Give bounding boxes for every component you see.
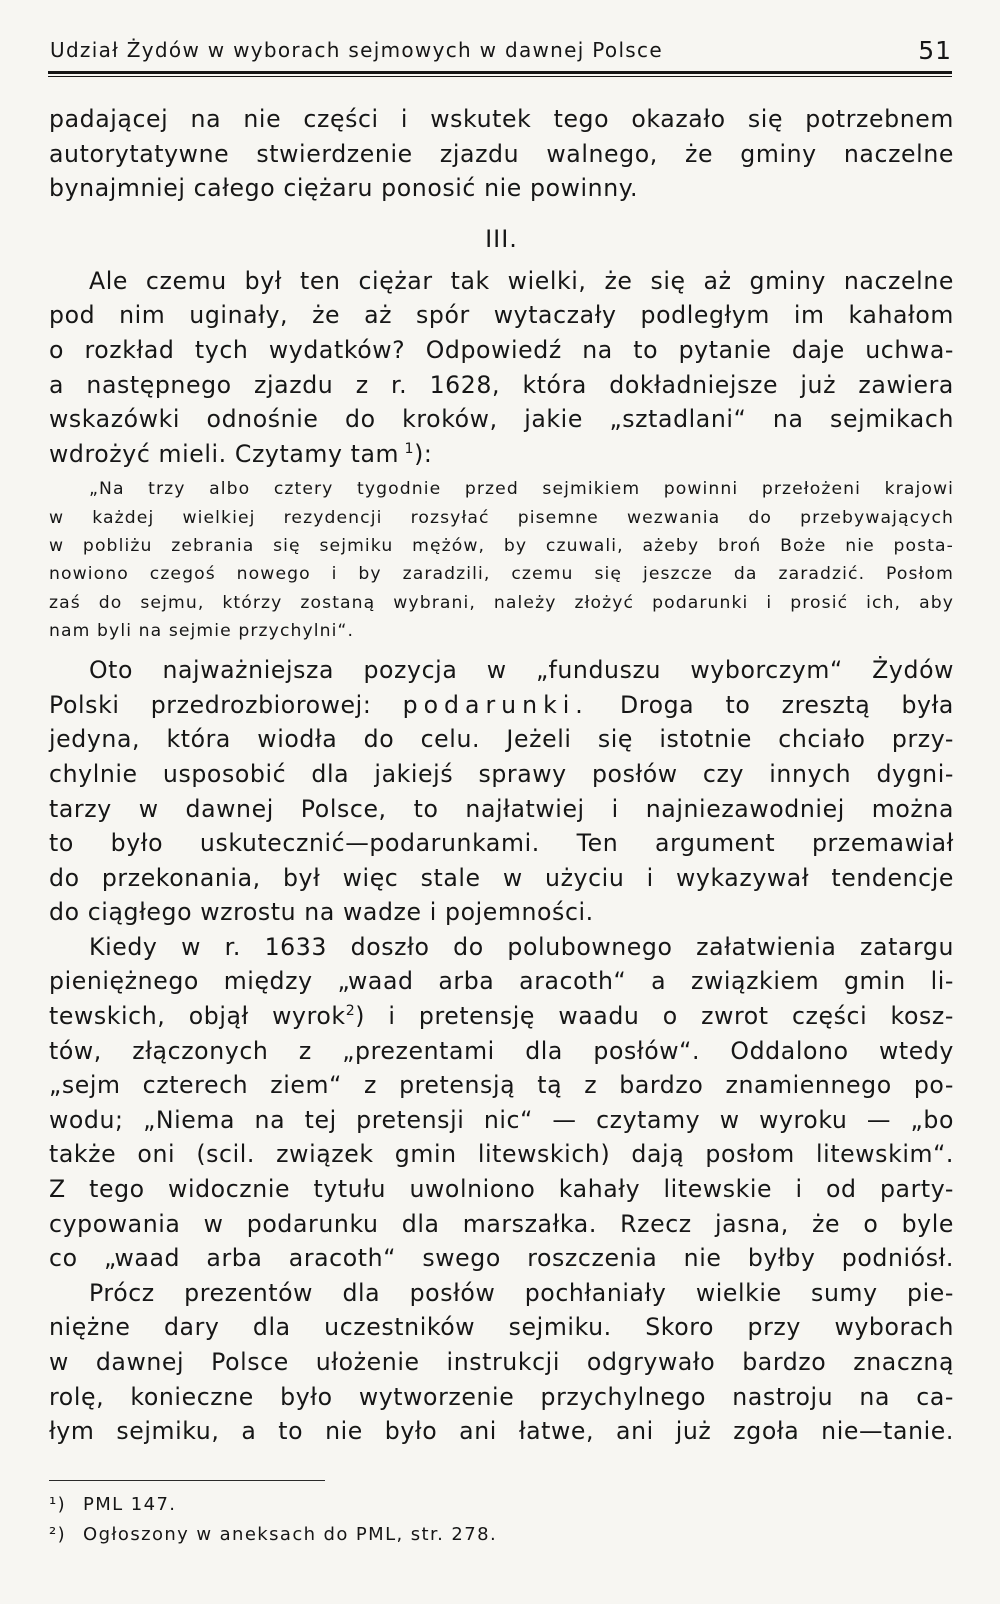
text-line: cypowania w podarunku dla marszałka. Rzecz jasna, że o byle: [49, 1209, 954, 1238]
running-head: [48, 34, 952, 70]
block-quote: [49, 471, 954, 653]
text-line: także oni (scil. związek gmin litewskich) dają posłom litewskim“.: [49, 1140, 954, 1169]
text-line: w dawnej Polsce ułożenie instrukcji odgrywało bardzo znaczną: [49, 1348, 954, 1376]
text-fragment: ):: [414, 439, 433, 468]
text-line: co „waad arba aracoth“ swego roszczenia nie byłby podniósł.: [49, 1244, 954, 1273]
footnote: [49, 1520, 949, 1550]
footnote: [49, 1490, 949, 1520]
text-line: [49, 688, 954, 723]
footnotes: [49, 1490, 949, 1550]
footnote-text: PML 147.: [83, 1494, 177, 1515]
paragraph: [49, 930, 954, 1276]
text-line: chylnie usposobić dla jakiejś sprawy posłów czy innych dygni-: [49, 759, 954, 788]
quote-line: „Na trzy albo cztery tygodnie przed sejmikiem powinni przełożeni krajowi: [89, 479, 954, 500]
paragraph: [49, 264, 954, 472]
footnote-rule: [49, 1480, 325, 1481]
text-line: autorytatywne stwierdzenie zjazdu walnego, że gminy naczelne: [49, 139, 954, 168]
text-line: pieniężnego między „waad arba aracoth“ a związkiem gmin li-: [49, 967, 954, 996]
quote-line: w każdej wielkiej rezydencji rozsyłać pisemne wezwania do przebywających: [49, 507, 954, 528]
quote-line: nowiono czegoś nowego i by zaradzili, czemu się jeszcze da zaradzić. Posłom: [49, 564, 954, 585]
text-line: pod nim uginały, że aż spór wytaczały podległym im kahałom: [49, 301, 954, 330]
text-line: [49, 999, 954, 1034]
footnote-mark: ¹): [49, 1494, 67, 1515]
paragraph-continuation: [49, 102, 954, 206]
header-rule: [48, 71, 952, 77]
text-line: wodu; „Niema na tej pretensji nic“ — czytamy w wyroku — „bo: [49, 1105, 954, 1134]
text-line: „sejm czterech ziem“ z pretensją tą z bardzo znamiennego po-: [49, 1071, 954, 1100]
text-line: tów, złączonych z „prezentami dla posłów“. Oddalono wtedy: [49, 1036, 954, 1065]
paragraph: [49, 1276, 954, 1449]
quote-line: nam byli na sejmie przychylni“.: [49, 620, 355, 641]
text-fragment: tewskich, objął wyrok: [49, 1002, 346, 1031]
text-line: a następnego zjazdu z r. 1628, która dokładniejsze już zawiera: [49, 370, 954, 399]
text-line: rolę, konieczne było wytworzenie przychylnego nastroju na ca-: [49, 1382, 954, 1411]
text-line: Kiedy w r. 1633 doszło do polubownego załatwienia zatargu: [89, 932, 954, 961]
text-fragment: Droga to zresztą była: [620, 690, 954, 719]
text-fragment: Polski przedrozbiorowej:: [49, 690, 372, 719]
text-line: Ale czemu był ten ciężar tak wielki, że się aż gminy naczelne: [89, 266, 954, 295]
emphasized-word: podarunki.: [402, 690, 589, 719]
page-number: 51: [918, 36, 952, 65]
text-line: [49, 437, 954, 472]
text-line: wskazówki odnośnie do kroków, jakie „sztadlani“ na sejmikach: [49, 405, 954, 434]
footnote-text: Ogłoszony w aneksach do PML, str. 278.: [83, 1524, 498, 1545]
text-line: do przekonania, był więc stale w użyciu i wykazywał tendencje: [49, 863, 954, 892]
text-line: Prócz prezentów dla posłów pochłaniały wielkie sumy pie-: [89, 1278, 954, 1307]
text-line: jedyna, która wiodła do celu. Jeżeli się istotnie chciało przy-: [49, 725, 954, 754]
quote-line: zaś do sejmu, którzy zostaną wybrani, należy złożyć podarunki i prosić ich, aby: [49, 592, 954, 613]
section-heading: III.: [485, 224, 518, 253]
footnote-reference: 2: [345, 1003, 356, 1020]
running-title: Udział Żydów w wyborach sejmowych w dawnej Polsce: [50, 38, 663, 62]
text-line: do ciągłego wzrostu na wadze i pojemności.: [49, 898, 594, 927]
text-fragment: wdrożyć mieli. Czytamy tam: [49, 439, 400, 468]
text-line: to było uskutecznić—podarunkami. Ten argument przemawiał: [49, 829, 954, 858]
text-line: padającej na nie części i wskutek tego okazało się potrzebnem: [49, 105, 954, 133]
text-fragment: ) i pretensję waadu o zwrot części kosz-: [355, 1002, 954, 1031]
footnote-reference: 1: [404, 440, 415, 457]
quote-line: w pobliżu zebrania się sejmiku mężów, by czuwali, ażeby broń Boże nie posta-: [49, 535, 954, 556]
text-line: łym sejmiku, a to nie było ani łatwe, ani już zgoła nie—tanie.: [49, 1417, 954, 1446]
paragraph: [49, 653, 954, 930]
text-line: bynajmniej całego ciężaru ponosić nie powinny.: [49, 174, 639, 203]
text-line: o rozkład tych wydatków? Odpowiedź na to pytanie daje uchwa-: [49, 335, 954, 364]
text-line: tarzy w dawnej Polsce, to najłatwiej i najniezawodniej można: [49, 794, 954, 823]
text-line: niężne dary dla uczestników sejmiku. Skoro przy wyborach: [49, 1313, 954, 1342]
text-line: Oto najważniejsza pozycja w „funduszu wyborczym“ Żydów: [89, 656, 954, 685]
body-text: [49, 102, 954, 1449]
text-line: Z tego widocznie tytułu uwolniono kahały litewskie i od party-: [49, 1175, 954, 1204]
footnote-mark: ²): [49, 1524, 67, 1545]
